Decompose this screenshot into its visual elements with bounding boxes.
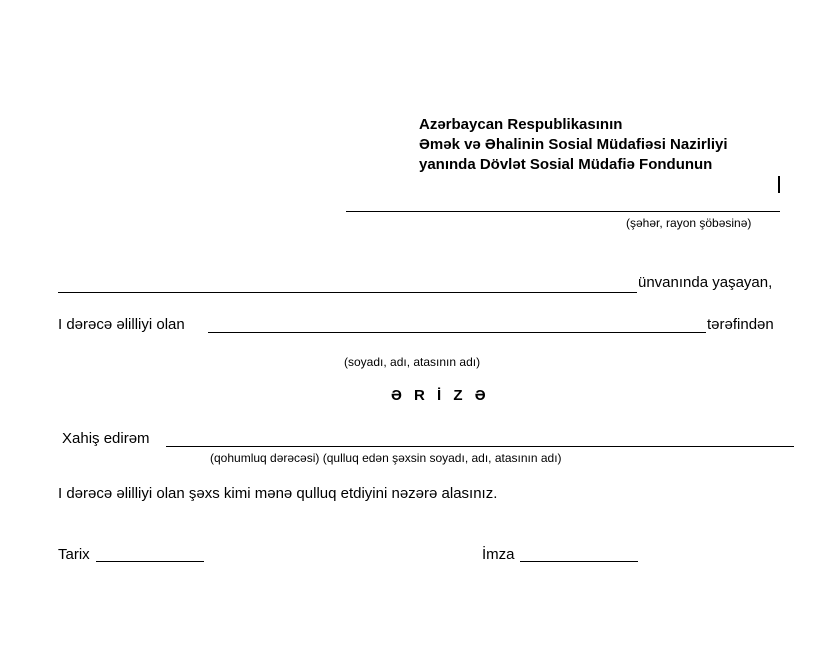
name-caption: (soyadı, adı, atasının adı) — [344, 355, 481, 369]
name-blank-line[interactable] — [208, 332, 706, 333]
sign-label: İmza — [482, 546, 515, 563]
disability-suffix: tərəfindən — [707, 316, 774, 333]
request-prefix: Xahiş edirəm — [62, 430, 150, 447]
date-label: Tarix — [58, 546, 90, 563]
sign-blank-line[interactable] — [520, 561, 638, 562]
request-caption: (qohumluq dərəcəsi) (qulluq edən şəxsin soyadı, adı, atasının adı) — [210, 451, 562, 465]
branch-caption: (şəhər, rayon şöbəsinə) — [626, 216, 752, 230]
recipient-line-1: Azərbaycan Respublikasının — [419, 116, 623, 133]
disability-prefix: I dərəcə əlilliyi olan — [58, 316, 185, 333]
statement-text: I dərəcə əlilliyi olan şəxs kimi mənə qulluq etdiyini nəzərə alasınız. — [58, 485, 498, 502]
request-blank-line[interactable] — [166, 446, 794, 447]
address-blank-line[interactable] — [58, 292, 637, 293]
document-title: Ə R İ Z Ə — [391, 387, 490, 404]
address-suffix: ünvanında yaşayan, — [638, 274, 773, 291]
text-cursor — [778, 176, 780, 193]
date-blank-line[interactable] — [96, 561, 204, 562]
branch-blank-line[interactable] — [346, 211, 780, 212]
recipient-line-3: yanında Dövlət Sosial Müdafiə Fondunun — [419, 156, 713, 173]
recipient-line-2: Əmək və Əhalinin Sosial Müdafiəsi Nazirliyi — [419, 136, 728, 153]
